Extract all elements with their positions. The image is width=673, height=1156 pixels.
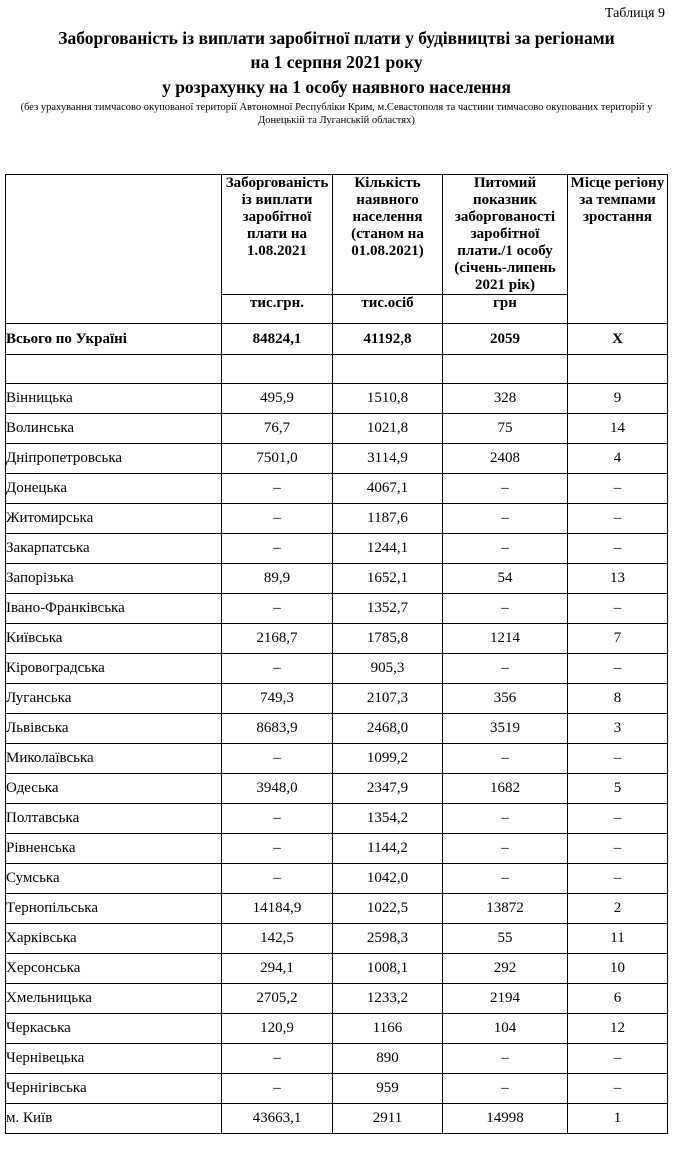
region-debt: – bbox=[222, 834, 333, 864]
region-population: 890 bbox=[333, 1044, 443, 1074]
region-rank: 6 bbox=[568, 984, 668, 1014]
region-population: 1008,1 bbox=[333, 954, 443, 984]
region-debt: – bbox=[222, 504, 333, 534]
region-name: Закарпатська bbox=[6, 534, 222, 564]
table-row bbox=[6, 654, 668, 684]
table-row bbox=[6, 414, 668, 444]
region-per-person: – bbox=[443, 594, 568, 624]
region-per-person: – bbox=[443, 1074, 568, 1104]
total-per-person: 2059 bbox=[443, 324, 568, 355]
table-row bbox=[6, 624, 668, 654]
region-rank: 8 bbox=[568, 684, 668, 714]
region-population: 959 bbox=[333, 1074, 443, 1104]
region-rank: 9 bbox=[568, 384, 668, 414]
region-per-person: – bbox=[443, 1044, 568, 1074]
region-rank: – bbox=[568, 1074, 668, 1104]
region-per-person: – bbox=[443, 654, 568, 684]
region-population: 1352,7 bbox=[333, 594, 443, 624]
region-name: Харківська bbox=[6, 924, 222, 954]
region-per-person: – bbox=[443, 534, 568, 564]
title-line-3: у розрахунку на 1 особу наявного населення bbox=[162, 77, 511, 97]
region-debt: 294,1 bbox=[222, 954, 333, 984]
region-debt: – bbox=[222, 804, 333, 834]
region-debt: 120,9 bbox=[222, 1014, 333, 1044]
region-debt: – bbox=[222, 654, 333, 684]
region-population: 2468,0 bbox=[333, 714, 443, 744]
table-row bbox=[6, 1014, 668, 1044]
total-rank: Х bbox=[568, 324, 668, 355]
table-row bbox=[6, 504, 668, 534]
region-per-person: 356 bbox=[443, 684, 568, 714]
region-per-person: 1214 bbox=[443, 624, 568, 654]
region-population: 905,3 bbox=[333, 654, 443, 684]
region-rank: 1 bbox=[568, 1104, 668, 1134]
region-rank: 14 bbox=[568, 414, 668, 444]
regional-debt-table bbox=[5, 174, 668, 1134]
region-rank: – bbox=[568, 534, 668, 564]
region-per-person: 14998 bbox=[443, 1104, 568, 1134]
region-rank: 3 bbox=[568, 714, 668, 744]
region-population: 4067,1 bbox=[333, 474, 443, 504]
region-rank: 4 bbox=[568, 444, 668, 474]
region-rank: – bbox=[568, 594, 668, 624]
region-name: Херсонська bbox=[6, 954, 222, 984]
header-rank: Місце регіону за темпами зростання bbox=[568, 175, 668, 324]
region-name: Донецька bbox=[6, 474, 222, 504]
region-rank: 13 bbox=[568, 564, 668, 594]
region-name: Житомирська bbox=[6, 504, 222, 534]
region-debt: 2168,7 bbox=[222, 624, 333, 654]
region-debt: 495,9 bbox=[222, 384, 333, 414]
region-per-person: 2408 bbox=[443, 444, 568, 474]
table-row bbox=[6, 954, 668, 984]
region-debt: 14184,9 bbox=[222, 894, 333, 924]
region-per-person: 2194 bbox=[443, 984, 568, 1014]
region-rank: 5 bbox=[568, 774, 668, 804]
region-per-person: – bbox=[443, 504, 568, 534]
region-per-person: 75 bbox=[443, 414, 568, 444]
header-region bbox=[6, 175, 222, 324]
table-row bbox=[6, 744, 668, 774]
region-per-person: – bbox=[443, 834, 568, 864]
header-debt: Заборгованість із виплати заробітної плати на 1.08.2021 bbox=[222, 175, 333, 295]
region-debt: – bbox=[222, 864, 333, 894]
title-line-2: на 1 серпня 2021 року bbox=[250, 52, 423, 72]
region-name: Черкаська bbox=[6, 1014, 222, 1044]
unit-per-person: грн bbox=[443, 295, 568, 324]
region-population: 1233,2 bbox=[333, 984, 443, 1014]
region-name: Полтавська bbox=[6, 804, 222, 834]
region-debt: 3948,0 bbox=[222, 774, 333, 804]
table-row bbox=[6, 684, 668, 714]
region-debt: 142,5 bbox=[222, 924, 333, 954]
region-population: 2347,9 bbox=[333, 774, 443, 804]
region-name: Волинська bbox=[6, 414, 222, 444]
region-per-person: 54 bbox=[443, 564, 568, 594]
region-debt: 8683,9 bbox=[222, 714, 333, 744]
unit-debt: тис.грн. bbox=[222, 295, 333, 324]
table-row bbox=[6, 384, 668, 414]
region-population: 1785,8 bbox=[333, 624, 443, 654]
region-population: 1021,8 bbox=[333, 414, 443, 444]
region-population: 1144,2 bbox=[333, 834, 443, 864]
region-rank: – bbox=[568, 804, 668, 834]
region-name: Тернопільська bbox=[6, 894, 222, 924]
region-population: 1510,8 bbox=[333, 384, 443, 414]
region-name: м. Київ bbox=[6, 1104, 222, 1134]
region-name: Рівненська bbox=[6, 834, 222, 864]
table-row bbox=[6, 894, 668, 924]
blank-cell bbox=[333, 355, 443, 384]
table-row bbox=[6, 534, 668, 564]
region-name: Сумська bbox=[6, 864, 222, 894]
table-number: Таблиця 9 bbox=[604, 6, 665, 21]
region-population: 1022,5 bbox=[333, 894, 443, 924]
table-row bbox=[6, 1104, 668, 1134]
region-debt: 43663,1 bbox=[222, 1104, 333, 1134]
region-per-person: 13872 bbox=[443, 894, 568, 924]
region-population: 3114,9 bbox=[333, 444, 443, 474]
region-per-person: 55 bbox=[443, 924, 568, 954]
table-row bbox=[6, 474, 668, 504]
region-name: Дніпропетровська bbox=[6, 444, 222, 474]
region-population: 2911 bbox=[333, 1104, 443, 1134]
region-name: Київська bbox=[6, 624, 222, 654]
region-rank: – bbox=[568, 474, 668, 504]
region-debt: 89,9 bbox=[222, 564, 333, 594]
table-row bbox=[6, 564, 668, 594]
region-per-person: 3519 bbox=[443, 714, 568, 744]
table-row bbox=[6, 444, 668, 474]
region-per-person: – bbox=[443, 474, 568, 504]
region-rank: – bbox=[568, 654, 668, 684]
region-per-person: 328 bbox=[443, 384, 568, 414]
blank-row bbox=[6, 355, 668, 384]
region-name: Миколаївська bbox=[6, 744, 222, 774]
blank-cell bbox=[568, 355, 668, 384]
region-debt: – bbox=[222, 1074, 333, 1104]
region-debt: – bbox=[222, 1044, 333, 1074]
total-debt: 84824,1 bbox=[222, 324, 333, 355]
region-per-person: 292 bbox=[443, 954, 568, 984]
region-name: Чернігівська bbox=[6, 1074, 222, 1104]
table-row bbox=[6, 594, 668, 624]
total-name: Всього по Україні bbox=[6, 324, 222, 355]
region-population: 2107,3 bbox=[333, 684, 443, 714]
region-name: Львівська bbox=[6, 714, 222, 744]
region-population: 1187,6 bbox=[333, 504, 443, 534]
region-population: 1244,1 bbox=[333, 534, 443, 564]
unit-population: тис.осіб bbox=[333, 295, 443, 324]
header-per-person: Питомий показник заборгованості заробітної плати./1 особу (січень-липень 2021 рік) bbox=[443, 175, 568, 295]
table-row bbox=[6, 984, 668, 1014]
region-debt: 7501,0 bbox=[222, 444, 333, 474]
total-row bbox=[6, 324, 668, 355]
region-rank: – bbox=[568, 864, 668, 894]
table-row bbox=[6, 834, 668, 864]
region-population: 1166 bbox=[333, 1014, 443, 1044]
total-population: 41192,8 bbox=[333, 324, 443, 355]
region-name: Одеська bbox=[6, 774, 222, 804]
region-per-person: 104 bbox=[443, 1014, 568, 1044]
region-rank: – bbox=[568, 834, 668, 864]
region-debt: – bbox=[222, 534, 333, 564]
region-name: Кіровоградська bbox=[6, 654, 222, 684]
region-name: Хмельницька bbox=[6, 984, 222, 1014]
region-population: 1652,1 bbox=[333, 564, 443, 594]
region-population: 1042,0 bbox=[333, 864, 443, 894]
region-rank: 2 bbox=[568, 894, 668, 924]
region-population: 1354,2 bbox=[333, 804, 443, 834]
region-name: Запорізька bbox=[6, 564, 222, 594]
region-rank: 12 bbox=[568, 1014, 668, 1044]
region-debt: – bbox=[222, 594, 333, 624]
region-population: 2598,3 bbox=[333, 924, 443, 954]
region-name: Чернівецька bbox=[6, 1044, 222, 1074]
blank-cell bbox=[6, 355, 222, 384]
region-debt: 2705,2 bbox=[222, 984, 333, 1014]
region-debt: 749,3 bbox=[222, 684, 333, 714]
region-rank: – bbox=[568, 744, 668, 774]
table-row bbox=[6, 924, 668, 954]
region-rank: 11 bbox=[568, 924, 668, 954]
table-row bbox=[6, 774, 668, 804]
region-per-person: – bbox=[443, 804, 568, 834]
table-row bbox=[6, 864, 668, 894]
region-name: Вінницька bbox=[6, 384, 222, 414]
blank-cell bbox=[222, 355, 333, 384]
region-rank: 7 bbox=[568, 624, 668, 654]
region-rank: 10 bbox=[568, 954, 668, 984]
region-population: 1099,2 bbox=[333, 744, 443, 774]
blank-cell bbox=[443, 355, 568, 384]
table-row bbox=[6, 1044, 668, 1074]
region-per-person: – bbox=[443, 744, 568, 774]
region-name: Івано-Франківська bbox=[6, 594, 222, 624]
region-debt: – bbox=[222, 474, 333, 504]
table-row bbox=[6, 714, 668, 744]
region-per-person: 1682 bbox=[443, 774, 568, 804]
table-row bbox=[6, 1074, 668, 1104]
table-row bbox=[6, 804, 668, 834]
title-line-1: Заборгованість із виплати заробітної плати у будівництві за регіонами bbox=[58, 28, 615, 48]
region-rank: – bbox=[568, 1044, 668, 1074]
header-population: Кількість наявного населення (станом на 01.08.2021) bbox=[333, 175, 443, 295]
region-name: Луганська bbox=[6, 684, 222, 714]
region-debt: – bbox=[222, 744, 333, 774]
region-debt: 76,7 bbox=[222, 414, 333, 444]
territory-note: (без урахування тимчасово окупованої території Автономної Республіки Крим, м.Севастополя та частини тимчасово окупованих територій у Донецькій та Луганській областях) bbox=[20, 102, 653, 126]
header-row bbox=[6, 175, 668, 295]
region-rank: – bbox=[568, 504, 668, 534]
region-per-person: – bbox=[443, 864, 568, 894]
